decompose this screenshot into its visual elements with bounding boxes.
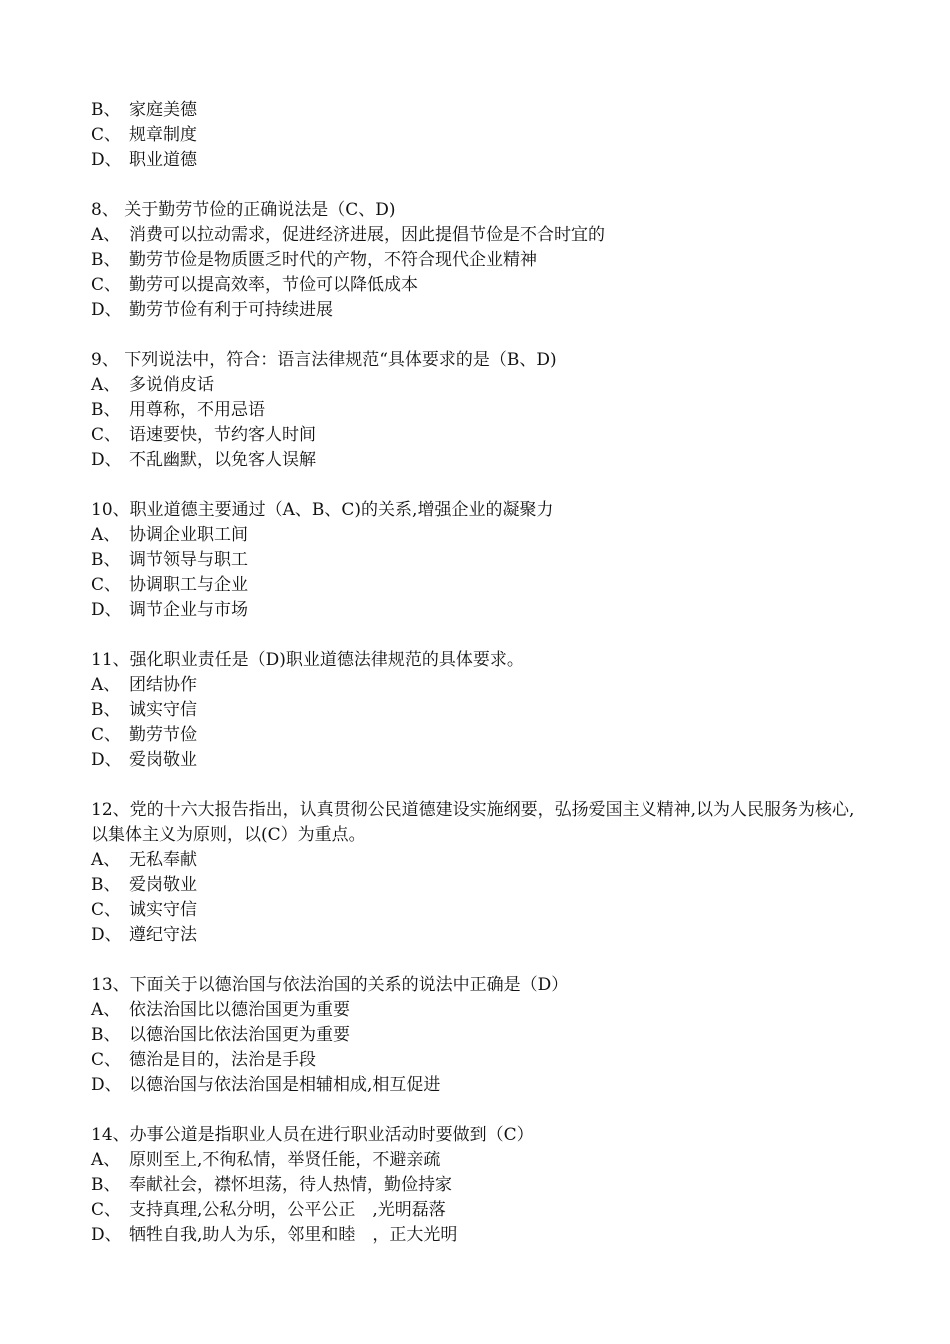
option-line bbox=[91, 723, 861, 748]
option-line bbox=[91, 1198, 861, 1223]
option-line bbox=[91, 598, 861, 623]
option-letter: C、 bbox=[91, 900, 122, 920]
question-13 bbox=[91, 973, 861, 1098]
option-text: 调节领导与职工 bbox=[129, 550, 248, 570]
option-text: 协调企业职工间 bbox=[129, 525, 248, 545]
question-stem: 11、强化职业责任是（D)职业道德法律规范的具体要求。 bbox=[91, 650, 524, 670]
option-line bbox=[91, 1048, 861, 1073]
option-text: 爱岗敬业 bbox=[129, 750, 197, 770]
option-line bbox=[91, 573, 861, 598]
option-text: 遵纪守法 bbox=[129, 925, 197, 945]
option-letter: C、 bbox=[91, 425, 122, 445]
option-text: 诚实守信 bbox=[129, 700, 197, 720]
option-text: 用尊称，不用忌语 bbox=[129, 400, 265, 420]
option-text: 支持真理,公私分明，公平公正 ,光明磊落 bbox=[129, 1200, 446, 1220]
option-text: 勤劳节俭有利于可持续进展 bbox=[129, 300, 333, 320]
option-line bbox=[91, 248, 861, 273]
option-text: 爱岗敬业 bbox=[129, 875, 197, 895]
option-text: 德治是目的，法治是手段 bbox=[129, 1050, 316, 1070]
option-letter: A、 bbox=[91, 525, 121, 545]
option-text: 以德治国与依法治国是相辅相成,相互促进 bbox=[129, 1075, 441, 1095]
option-letter: B、 bbox=[91, 700, 121, 720]
option-line bbox=[91, 123, 861, 148]
option-line bbox=[91, 1073, 861, 1098]
question-stem: 9、 下列说法中，符合：语言法律规范“具体要求的是（B、D) bbox=[91, 350, 557, 370]
question-stem: 12、党的十六大报告指出，认真贯彻公民道德建设实施纲要，弘扬爱国主义精神,以为人民服务为核心,以集体主义为原则，以(C）为重点。 bbox=[91, 800, 855, 845]
option-text: 家庭美德 bbox=[129, 100, 197, 120]
option-text: 诚实守信 bbox=[129, 900, 197, 920]
question-stem: 14、办事公道是指职业人员在进行职业活动时要做到（C） bbox=[91, 1125, 534, 1145]
option-text: 勤劳节俭是物质匮乏时代的产物，不符合现代企业精神 bbox=[129, 250, 537, 270]
question-stem: 10、职业道德主要通过（A、B、C)的关系,增强企业的凝聚力 bbox=[91, 500, 554, 520]
option-text: 职业道德 bbox=[129, 150, 197, 170]
option-line bbox=[91, 998, 861, 1023]
option-letter: C、 bbox=[91, 1200, 122, 1220]
option-text: 勤劳可以提高效率，节俭可以降低成本 bbox=[129, 275, 418, 295]
option-line bbox=[91, 1148, 861, 1173]
option-letter: B、 bbox=[91, 1025, 121, 1045]
option-letter: D、 bbox=[91, 1225, 122, 1245]
question-fragment bbox=[91, 98, 861, 173]
option-line bbox=[91, 148, 861, 173]
option-line bbox=[91, 698, 861, 723]
option-line bbox=[91, 448, 861, 473]
option-line bbox=[91, 273, 861, 298]
option-letter: B、 bbox=[91, 100, 121, 120]
question-stem: 13、下面关于以德治国与依法治国的关系的说法中正确是（D） bbox=[91, 975, 569, 995]
option-line bbox=[91, 373, 861, 398]
option-line bbox=[91, 548, 861, 573]
option-line bbox=[91, 298, 861, 323]
option-line bbox=[91, 423, 861, 448]
option-text: 奉献社会，襟怀坦荡，待人热情，勤俭持家 bbox=[129, 1175, 452, 1195]
option-letter: D、 bbox=[91, 925, 122, 945]
option-letter: A、 bbox=[91, 375, 121, 395]
option-letter: B、 bbox=[91, 400, 121, 420]
option-letter: A、 bbox=[91, 225, 121, 245]
option-letter: B、 bbox=[91, 550, 121, 570]
option-line bbox=[91, 98, 861, 123]
option-letter: C、 bbox=[91, 575, 122, 595]
option-text: 团结协作 bbox=[129, 675, 197, 695]
option-text: 调节企业与市场 bbox=[129, 600, 248, 620]
option-text: 不乱幽默，以免客人误解 bbox=[129, 450, 316, 470]
option-letter: A、 bbox=[91, 1000, 121, 1020]
option-text: 以德治国比依法治国更为重要 bbox=[129, 1025, 350, 1045]
option-text: 原则至上,不徇私情，举贤任能，不避亲疏 bbox=[129, 1150, 441, 1170]
option-letter: C、 bbox=[91, 725, 122, 745]
option-letter: B、 bbox=[91, 875, 121, 895]
question-14 bbox=[91, 1123, 861, 1248]
question-8 bbox=[91, 198, 861, 323]
option-line bbox=[91, 398, 861, 423]
option-text: 规章制度 bbox=[129, 125, 197, 145]
option-letter: D、 bbox=[91, 600, 122, 620]
option-line bbox=[91, 673, 861, 698]
option-line bbox=[91, 873, 861, 898]
option-text: 依法治国比以德治国更为重要 bbox=[129, 1000, 350, 1020]
option-line bbox=[91, 923, 861, 948]
option-letter: D、 bbox=[91, 450, 122, 470]
option-letter: D、 bbox=[91, 750, 122, 770]
option-letter: C、 bbox=[91, 125, 122, 145]
option-text: 勤劳节俭 bbox=[129, 725, 197, 745]
option-text: 语速要快，节约客人时间 bbox=[129, 425, 316, 445]
option-letter: B、 bbox=[91, 1175, 121, 1195]
question-11 bbox=[91, 648, 861, 773]
option-text: 多说俏皮话 bbox=[129, 375, 214, 395]
question-10 bbox=[91, 498, 861, 623]
option-letter: D、 bbox=[91, 1075, 122, 1095]
document-page bbox=[91, 98, 861, 1248]
option-line bbox=[91, 748, 861, 773]
option-letter: B、 bbox=[91, 250, 121, 270]
option-text: 无私奉献 bbox=[129, 850, 197, 870]
question-9 bbox=[91, 348, 861, 473]
option-line bbox=[91, 523, 861, 548]
option-line bbox=[91, 223, 861, 248]
question-stem: 8、 关于勤劳节俭的正确说法是（C、D) bbox=[91, 200, 396, 220]
option-line bbox=[91, 848, 861, 873]
option-letter: C、 bbox=[91, 275, 122, 295]
option-line bbox=[91, 1023, 861, 1048]
option-letter: A、 bbox=[91, 850, 121, 870]
option-text: 协调职工与企业 bbox=[129, 575, 248, 595]
option-letter: A、 bbox=[91, 1150, 121, 1170]
option-line bbox=[91, 1223, 861, 1248]
option-letter: A、 bbox=[91, 675, 121, 695]
option-text: 消费可以拉动需求，促进经济进展，因此提倡节俭是不合时宜的 bbox=[129, 225, 605, 245]
option-letter: C、 bbox=[91, 1050, 122, 1070]
option-letter: D、 bbox=[91, 300, 122, 320]
option-letter: D、 bbox=[91, 150, 122, 170]
option-line bbox=[91, 1173, 861, 1198]
option-text: 牺牲自我,助人为乐，邻里和睦 ，正大光明 bbox=[129, 1225, 458, 1245]
option-line bbox=[91, 898, 861, 923]
question-12 bbox=[91, 798, 861, 948]
